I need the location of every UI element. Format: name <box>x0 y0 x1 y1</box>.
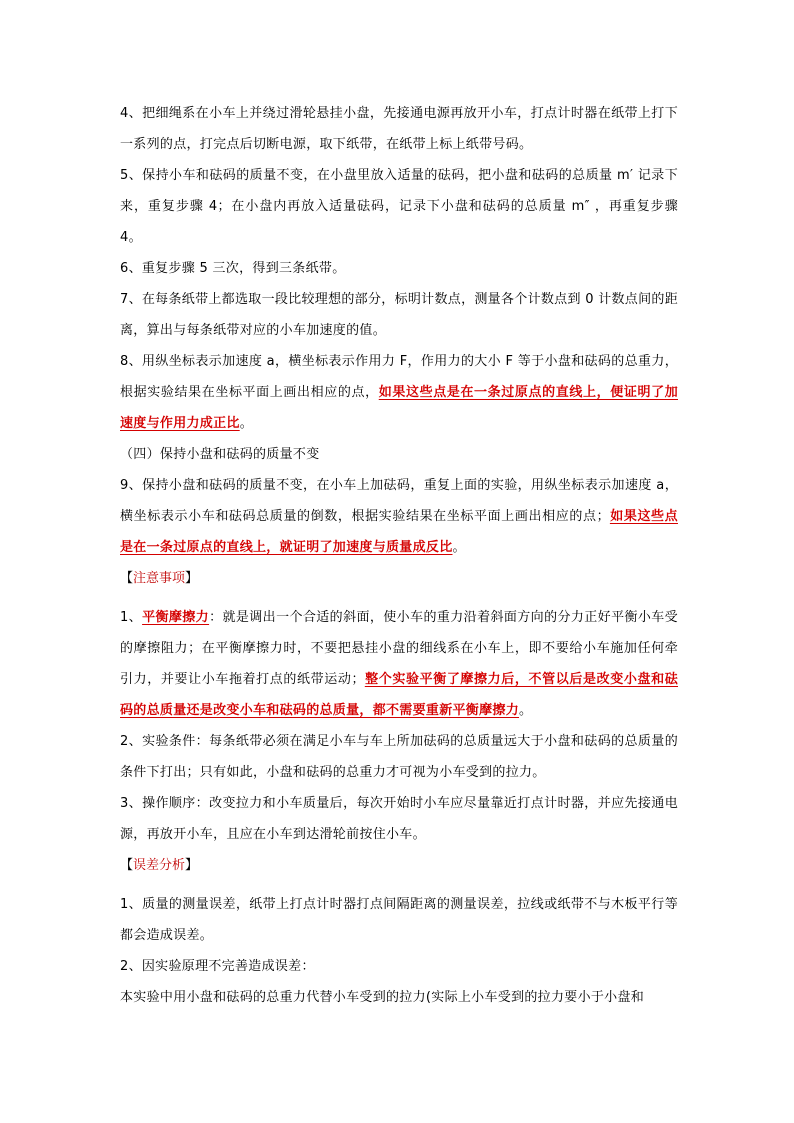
step-8-emphasis: 如果这些点是在一条过原点的直线上，便证明了加速度与作用力成正比 <box>120 385 678 431</box>
error-2: 2、因实验原理不完善造成误差： <box>120 959 315 974</box>
note-1-text: ：就是调出一个合适的斜面，使小车的重力沿着斜面方向的分力正好平衡小车受的摩擦阻力；在平衡摩擦力时，不要把悬挂小盘的细线系在小车上，即不要给小车施加任何牵引力，并要让小车拖着打点的纸带运动； <box>120 610 678 687</box>
notes-heading-label: 注意事项 <box>133 571 186 586</box>
step-6: 6、重复步骤 5 三次，得到三条纸带。 <box>120 261 346 276</box>
error-heading-close: 】 <box>185 858 199 873</box>
step-9 <box>120 470 678 563</box>
error-heading-open: 【 <box>120 858 134 873</box>
note-1-emphasis-title: 平衡摩擦力 <box>142 610 210 625</box>
error-heading-label: 误差分析 <box>133 858 186 873</box>
error-1: 1、质量的测量误差，纸带上打点计时器打点间隔距离的测量误差，拉线或纸带不与木板平行等都会造成误差。 <box>120 897 678 943</box>
error-3: 本实验中用小盘和砝码的总重力代替小车受到的拉力(实际上小车受到的拉力要小于小盘和 <box>120 990 645 1005</box>
step-8-text: 8、用纵坐标表示加速度 a，横坐标表示作用力 F，作用力的大小 F 等于小盘和砝码的总重力，根据实验结果在坐标平面上画出相应的点， <box>120 354 678 400</box>
note-2: 2、实验条件：每条纸带必须在满足小车与车上所加砝码的总质量远大于小盘和砝码的总质量的条件下打出；只有如此，小盘和砝码的总重力才可视为小车受到的拉力。 <box>120 734 678 780</box>
notes-heading-close: 】 <box>185 571 199 586</box>
note-1-prefix: 1、 <box>120 610 143 625</box>
note-1 <box>120 602 678 726</box>
note-3: 3、操作顺序：改变拉力和小车质量后，每次开始时小车应尽量靠近打点计时器，并应先接通电源，再放开小车，且应在小车到达滑轮前按住小车。 <box>120 796 678 842</box>
step-9-end: 。 <box>452 540 466 555</box>
step-9-text: 9、保持小盘和砝码的质量不变，在小车上加砝码，重复上面的实验，用纵坐标表示加速度 a，横坐标表示小车和砝码总质量的倒数，根据实验结果在坐标平面上画出相应的点； <box>120 478 678 524</box>
step-4: 4、把细绳系在小车上并绕过滑轮悬挂小盘，先接通电源再放开小车，打点计时器在纸带上打下一系列的点，打完点后切断电源，取下纸带，在纸带上标上纸带号码。 <box>120 106 678 152</box>
notes-heading <box>120 563 678 594</box>
step-7: 7、在每条纸带上都选取一段比较理想的部分，标明计数点，测量各个计数点到 0 计数点间的距离，算出与每条纸带对应的小车加速度的值。 <box>120 292 679 338</box>
document-page <box>120 98 678 1013</box>
step-8-end: 。 <box>239 416 254 431</box>
section-4-title: （四）保持小盘和砝码的质量不变 <box>120 447 320 462</box>
note-1-emphasis: 整个实验平衡了摩擦力后，不管以后是改变小盘和砝码的总质量还是改变小车和砝码的总质量，都不需要重新平衡摩擦力 <box>120 672 678 718</box>
step-5: 5、保持小车和砝码的质量不变，在小盘里放入适量的砝码，把小盘和砝码的总质量 m′ 记录下来，重复步骤 4；在小盘内再放入适量砝码，记录下小盘和砝码的总质量 m″ ，再重复步骤 4。 <box>120 168 678 245</box>
notes-heading-open: 【 <box>120 571 134 586</box>
step-9-emphasis: 如果这些点是在一条过原点的直线上，就证明了加速度与质量成反比 <box>120 509 678 555</box>
step-8 <box>120 346 678 439</box>
error-heading <box>120 850 678 881</box>
note-1-end: 。 <box>519 703 533 718</box>
